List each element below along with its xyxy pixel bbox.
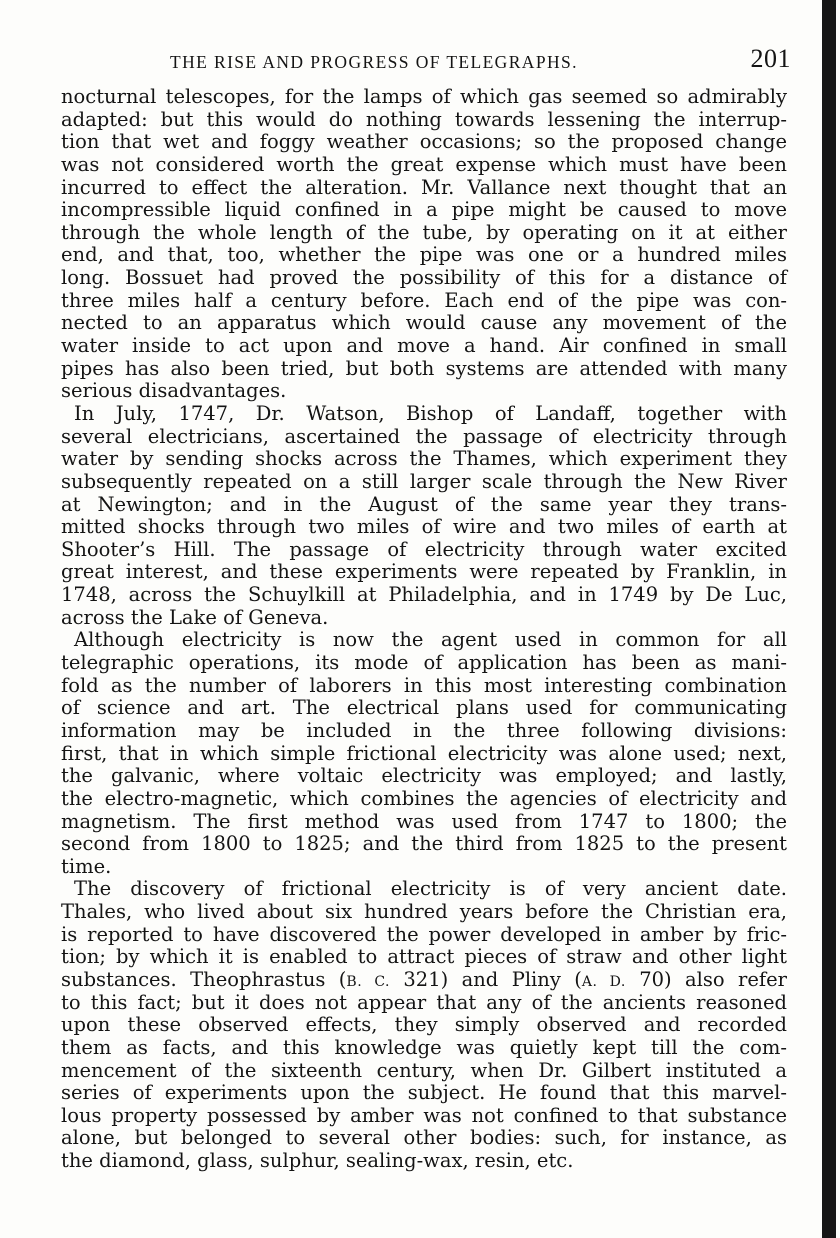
text-line: adapted: but this would do nothing towards lessening the interrup- bbox=[61, 107, 787, 131]
text-line: tion; by which it is enabled to attract pieces of straw and other light bbox=[61, 945, 787, 969]
text-line: of science and art. The electrical plans used for communicating bbox=[61, 696, 787, 720]
text-line: magnetism. The first method was used from 1747 to 1800; the bbox=[61, 809, 787, 833]
text-line: telegraphic operations, its mode of application has been as mani- bbox=[61, 651, 787, 675]
text-line: information may be included in the three following divisions: bbox=[61, 718, 787, 742]
page-edge-shadow bbox=[822, 0, 836, 1238]
text-line: time. bbox=[61, 854, 112, 878]
text-line: great interest, and these experiments were repeated by Franklin, in bbox=[61, 560, 787, 584]
text-line: The discovery of frictional electricity is of very ancient date. bbox=[74, 877, 787, 901]
text-line: In July, 1747, Dr. Watson, Bishop of Landaff, together with bbox=[74, 401, 787, 425]
text-line: three miles half a century before. Each end of the pipe was con- bbox=[61, 288, 787, 312]
text-line: subsequently repeated on a still larger scale through the New River bbox=[61, 469, 787, 493]
text-segment: substances. Theophrastus ( bbox=[61, 967, 347, 991]
text-line: through the whole length of the tube, by operating on it at either bbox=[61, 220, 787, 244]
text-line: mitted shocks through two miles of wire and two miles of earth at bbox=[61, 515, 787, 539]
text-line-with-small-caps bbox=[61, 969, 787, 992]
text-line: several electricians, ascertained the passage of electricity through bbox=[61, 424, 787, 448]
text-line: alone, but belonged to several other bodies: such, for instance, as bbox=[61, 1126, 787, 1150]
text-line: first, that in which simple frictional electricity was alone used; next, bbox=[61, 741, 787, 765]
text-line: 1748, across the Schuylkill at Philadelphia, and in 1749 by De Luc, bbox=[61, 583, 787, 607]
text-line: water inside to act upon and move a hand. Air confined in small bbox=[61, 334, 787, 358]
text-line: was not considered worth the great expense which must have been bbox=[61, 152, 787, 176]
text-line: end, and that, too, whether the pipe was one or a hundred miles bbox=[61, 243, 787, 267]
text-line: serious disadvantages. bbox=[61, 379, 287, 403]
small-caps-era: B. C. bbox=[346, 973, 390, 990]
text-line: mencement of the sixteenth century, when Dr. Gilbert instituted a bbox=[61, 1058, 787, 1082]
text-line: incompressible liquid confined in a pipe might be caused to move bbox=[61, 198, 787, 222]
text-line: is reported to have discovered the power developed in amber by fric- bbox=[61, 922, 787, 946]
text-segment: 70) also refer bbox=[625, 967, 787, 991]
text-line: Thales, who lived about six hundred years before the Christian era, bbox=[61, 900, 787, 924]
text-line: Shooter’s Hill. The passage of electricity through water excited bbox=[61, 537, 787, 561]
page-header bbox=[80, 42, 795, 82]
small-caps-era: A. D. bbox=[581, 973, 626, 990]
text-segment: 321) and Pliny ( bbox=[389, 967, 582, 991]
text-line: them as facts, and this knowledge was quietly kept till the com- bbox=[61, 1035, 787, 1059]
running-title: THE RISE AND PROGRESS OF TELEGRAPHS. bbox=[170, 52, 578, 72]
text-line: upon these observed effects, they simply observed and recorded bbox=[61, 1013, 787, 1037]
body-text bbox=[61, 86, 787, 1173]
text-line: fold as the number of laborers in this most interesting combination bbox=[61, 673, 787, 697]
text-line: incurred to effect the alteration. Mr. Vallance next thought that an bbox=[61, 175, 787, 199]
text-line: the galvanic, where voltaic electricity was employed; and lastly, bbox=[61, 764, 787, 788]
text-line: series of experiments upon the subject. He found that this marvel- bbox=[61, 1081, 787, 1105]
text-line: Although electricity is now the agent used in common for all bbox=[74, 628, 787, 652]
text-line: the electro-magnetic, which combines the agencies of electricity and bbox=[61, 786, 787, 810]
text-line: pipes has also been tried, but both systems are attended with many bbox=[61, 356, 787, 380]
text-line: tion that wet and foggy weather occasions; so the proposed change bbox=[61, 130, 787, 154]
text-line: across the Lake of Geneva. bbox=[61, 605, 329, 629]
text-line: to this fact; but it does not appear that any of the ancients reasoned bbox=[61, 990, 787, 1014]
text-line: nocturnal telescopes, for the lamps of which gas seemed so admirably bbox=[61, 85, 787, 108]
text-line: second from 1800 to 1825; and the third from 1825 to the present bbox=[61, 832, 787, 856]
text-line: long. Bossuet had proved the possibility of this for a distance of bbox=[61, 266, 787, 290]
text-line: lous property possessed by amber was not confined to that substance bbox=[61, 1103, 787, 1127]
page-number: 201 bbox=[750, 44, 791, 73]
text-line: the diamond, glass, sulphur, sealing-wax, resin, etc. bbox=[61, 1149, 574, 1173]
text-line: nected to an apparatus which would cause any movement of the bbox=[61, 311, 787, 335]
text-line: at Newington; and in the August of the same year they trans- bbox=[61, 492, 787, 516]
text-line: water by sending shocks across the Thames, which experiment they bbox=[61, 447, 787, 471]
